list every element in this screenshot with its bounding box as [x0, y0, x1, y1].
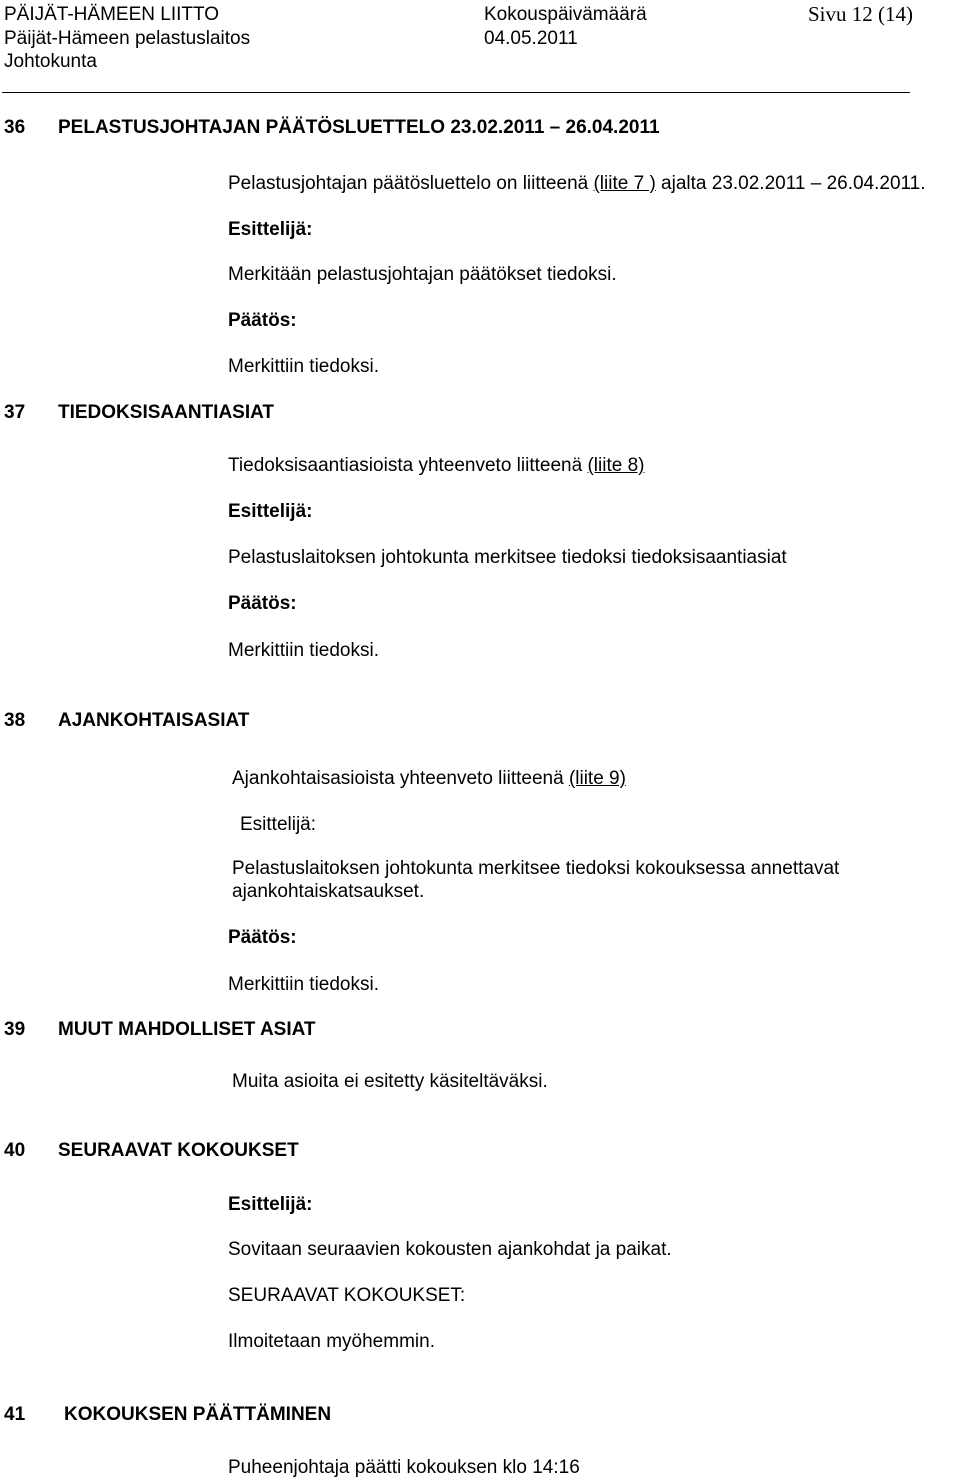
section-38-title: AJANKOHTAISASIAT	[58, 710, 250, 731]
section-41-title: KOKOUKSEN PÄÄTTÄMINEN	[64, 1404, 332, 1425]
section-37-number: 37	[4, 402, 26, 423]
section-36-proposal: Merkitään pelastusjohtajan päätökset tiedoksi.	[228, 264, 617, 285]
section-36-presenter-label: Esittelijä:	[228, 219, 313, 240]
section-36-decision-label: Päätös:	[228, 310, 297, 331]
header-org: PÄIJÄT-HÄMEEN LIITTO	[4, 4, 220, 25]
section-36-title: PELASTUSJOHTAJAN PÄÄTÖSLUETTELO 23.02.2011 – 26.04.2011	[58, 117, 660, 138]
attachment-link-9[interactable]: (liite 9)	[568, 768, 626, 789]
header-body: Johtokunta	[4, 51, 97, 72]
section-41-text: Puheenjohtaja päätti kokouksen klo 14:16	[228, 1457, 580, 1478]
section-40-proposal: Sovitaan seuraavien kokousten ajankohdat ja paikat.	[228, 1239, 672, 1260]
section-39-number: 39	[4, 1019, 26, 1040]
attachment-link-7[interactable]: (liite 7 )	[593, 173, 656, 194]
section-39-text: Muita asioita ei esitetty käsiteltäväksi.	[232, 1071, 548, 1092]
section-41-number: 41	[4, 1404, 26, 1425]
section-40-title: SEURAAVAT KOKOUKSET	[58, 1140, 299, 1161]
section-38-proposal-line1: Pelastuslaitoksen johtokunta merkitsee tiedoksi kokouksessa annettavat	[232, 858, 840, 879]
header-date-label: Kokouspäivämäärä	[484, 4, 647, 25]
header-date-value: 04.05.2011	[484, 28, 578, 49]
section-37-presenter-label: Esittelijä:	[228, 501, 313, 522]
section-38-intro: Ajankohtaisasioista yhteenveto liitteenä (liite 9)	[232, 768, 626, 789]
section-40-presenter-label: Esittelijä:	[228, 1194, 313, 1215]
section-37-decision-label: Päätös:	[228, 593, 297, 614]
section-40-subheading: SEURAAVAT KOKOUKSET:	[228, 1285, 466, 1306]
section-40-number: 40	[4, 1140, 26, 1161]
section-36-decision: Merkittiin tiedoksi.	[228, 356, 379, 377]
header-page-number: Sivu 12 (14)	[808, 2, 913, 26]
section-37-decision: Merkittiin tiedoksi.	[228, 640, 379, 661]
section-36-number: 36	[4, 117, 26, 138]
header-dept: Päijät-Hämeen pelastuslaitos	[4, 28, 251, 49]
section-38-proposal-line2: ajankohtaiskatsaukset.	[232, 881, 425, 902]
section-38-number: 38	[4, 710, 26, 731]
section-37-proposal: Pelastuslaitoksen johtokunta merkitsee tiedoksi tiedoksisaantiasiat	[228, 547, 787, 568]
section-37-title: TIEDOKSISAANTIASIAT	[58, 402, 275, 423]
header-divider	[2, 92, 910, 93]
section-39-title: MUUT MAHDOLLISET ASIAT	[58, 1019, 316, 1040]
section-40-text: Ilmoitetaan myöhemmin.	[228, 1331, 435, 1352]
section-38-decision-label: Päätös:	[228, 927, 297, 948]
section-37-intro: Tiedoksisaantiasioista yhteenveto liitteenä (liite 8)	[228, 455, 645, 476]
section-36-intro: Pelastusjohtajan päätösluettelo on liitteenä (liite 7 ) ajalta 23.02.2011 – 26.04.2011.	[228, 173, 926, 194]
section-38-presenter-label: Esittelijä:	[240, 814, 317, 835]
section-38-decision: Merkittiin tiedoksi.	[228, 974, 379, 995]
attachment-link-8[interactable]: (liite 8)	[587, 455, 645, 476]
